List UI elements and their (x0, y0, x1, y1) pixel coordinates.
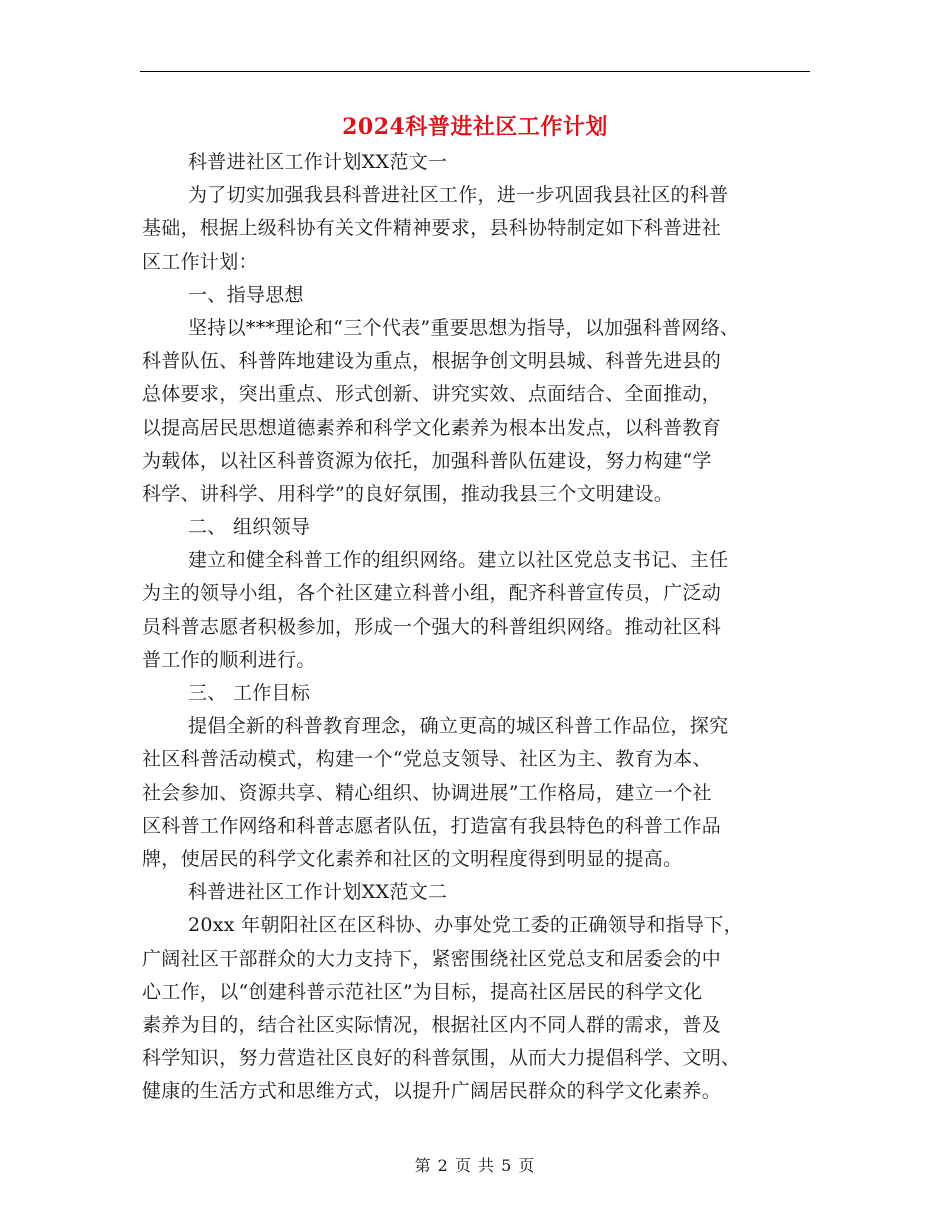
text-line: 三、 工作目标 (188, 682, 311, 704)
page-footer: 第 2 页 共 5 页 (414, 1156, 536, 1175)
document-title: 2024科普进社区工作计划 (342, 114, 608, 140)
text-line: 科学知识，努力营造社区良好的科普氛围，从而大力提倡科学、文明、 (142, 1047, 741, 1070)
text-line: 提倡全新的科普教育理念，确立更高的城区科普工作品位，探究 (188, 715, 729, 738)
text-line: 区科普工作网络和科普志愿者队伍，打造富有我县特色的科普工作品 (142, 814, 722, 837)
text-line: 二、 组织领导 (188, 516, 311, 539)
text-line: 素养为目的，结合社区实际情况，根据社区内不同人群的需求，普及 (142, 1013, 722, 1036)
text-line: 广阔社区干部群众的大力支持下，紧密围绕社区党总支和居委会的中 (142, 947, 722, 970)
text-line: 坚持以***理论和“三个代表”重要思想为指导，以加强科普网络、 (188, 316, 740, 339)
text-line: 区工作计划： (142, 250, 258, 273)
header-rule (140, 71, 810, 72)
text-line: 牌，使居民的科学文化素养和社区的文明程度得到明显的提高。 (142, 847, 683, 870)
text-line: 社会参加、资源共享、精心组织、协调进展”工作格局，建立一个社 (142, 781, 712, 804)
text-line: 科普进社区工作计划XX范文二 (188, 881, 448, 904)
text-line: 为了切实加强我县科普进社区工作，进一步巩固我县社区的科普 (188, 184, 729, 207)
text-line: 科普进社区工作计划XX范文一 (188, 151, 448, 173)
text-line: 科学、讲科学、用科学”的良好氛围，推动我县三个文明建设。 (142, 482, 674, 505)
text-line: 基础，根据上级科协有关文件精神要求，县科协特制定如下科普进社 (142, 217, 722, 240)
text-line: 普工作的顺利进行。 (142, 648, 316, 671)
text-line: 以提高居民思想道德素养和科学文化素养为根本出发点，以科普教育 (142, 416, 722, 439)
text-line: 为载体，以社区科普资源为依托，加强科普队伍建设，努力构建“学 (142, 449, 712, 472)
document-body (142, 146, 822, 1108)
text-line: 科普队伍、科普阵地建设为重点，根据争创文明县城、科普先进县的 (142, 350, 722, 373)
text-line: 心工作，以“创建科普示范社区”为目标，提高社区居民的科学文化 (142, 980, 703, 1003)
text-line: 员科普志愿者积极参加，形成一个强大的科普组织网络。推动社区科 (142, 615, 722, 638)
text-line: 总体要求，突出重点、形式创新、讲究实效、点面结合、全面推动， (142, 383, 722, 406)
text-line: 为主的领导小组，各个社区建立科普小组，配齐科普宣传员，广泛动 (142, 582, 722, 605)
text-line: 20xx 年朝阳社区在区科协、办事处党工委的正确领导和指导下， (188, 914, 743, 937)
text-line: 一、指导思想 (188, 283, 304, 306)
text-line: 建立和健全科普工作的组织网络。建立以社区党总支书记、主任 (188, 549, 729, 572)
text-line: 健康的生活方式和思维方式，以提升广阔居民群众的科学文化素养。 (142, 1080, 722, 1103)
text-line: 社区科普活动模式，构建一个“党总支领导、社区为主、教育为本、 (142, 748, 712, 771)
